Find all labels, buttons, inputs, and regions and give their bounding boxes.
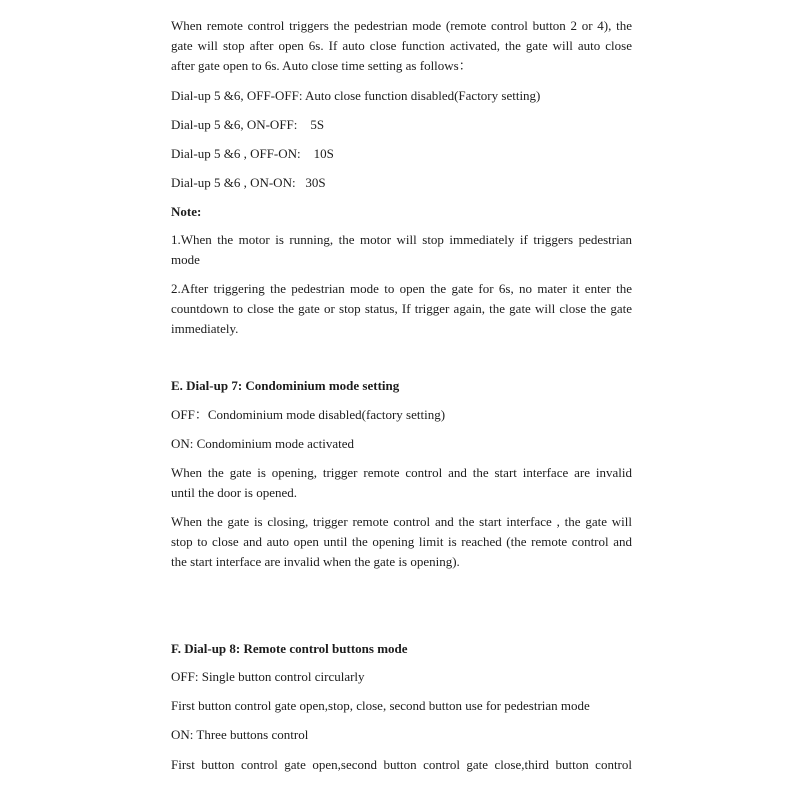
note-2-line-1: 2.After triggering the pedestrian mode to open the gate for 6s, no mater it enter the: [171, 281, 632, 296]
section-e-para-2-line-3: the start interface are invalid when the gate is opening).: [171, 554, 460, 569]
setting-off-off: Dial-up 5 &6, OFF-OFF: Auto close function disabled(Factory setting): [171, 88, 541, 103]
intro-line-1: When remote control triggers the pedestrian mode (remote control button 2 or 4), the: [171, 18, 632, 33]
section-e-para-1-line-2: until the door is opened.: [171, 485, 298, 500]
setting-on-on: Dial-up 5 &6 , ON-ON: 30S: [171, 175, 326, 190]
section-f-off: OFF: Single button control circularly: [171, 669, 365, 684]
note-heading: Note:: [171, 204, 202, 219]
section-f-heading: F. Dial-up 8: Remote control buttons mode: [171, 641, 408, 656]
setting-off-on: Dial-up 5 &6 , OFF-ON: 10S: [171, 146, 334, 161]
note-2-line-2: countdown to close the gate or stop status, If trigger again, the gate will close the gate: [171, 301, 632, 316]
section-f-off-detail: First button control gate open,stop, close, second button use for pedestrian mode: [171, 698, 590, 713]
intro-line-2: gate will stop after open 6s. If auto close function activated, the gate will auto close: [171, 38, 632, 53]
section-f-on-detail: First button control gate open,second button control gate close,third button control: [171, 757, 632, 772]
intro-line-3: after gate open to 6s. Auto close time setting as follows：: [171, 58, 472, 73]
note-2-line-3: immediately.: [171, 321, 239, 336]
section-e-para-2-line-2: stop to close and auto open until the opening limit is reached (the remote control and: [171, 534, 632, 549]
note-1-line-2: mode: [171, 252, 200, 267]
section-e-heading: E. Dial-up 7: Condominium mode setting: [171, 378, 400, 393]
section-e-para-2-line-1: When the gate is closing, trigger remote control and the start interface , the gate will: [171, 514, 632, 529]
section-e-para-1-line-1: When the gate is opening, trigger remote control and the start interface are invalid: [171, 465, 632, 480]
section-e-off: OFF：Condominium mode disabled(factory setting): [171, 407, 446, 422]
note-1-line-1: 1.When the motor is running, the motor will stop immediately if triggers pedestrian: [171, 232, 632, 247]
section-f-on: ON: Three buttons control: [171, 727, 309, 742]
section-e-on: ON: Condominium mode activated: [171, 436, 355, 451]
setting-on-off: Dial-up 5 &6, ON-OFF: 5S: [171, 117, 325, 132]
